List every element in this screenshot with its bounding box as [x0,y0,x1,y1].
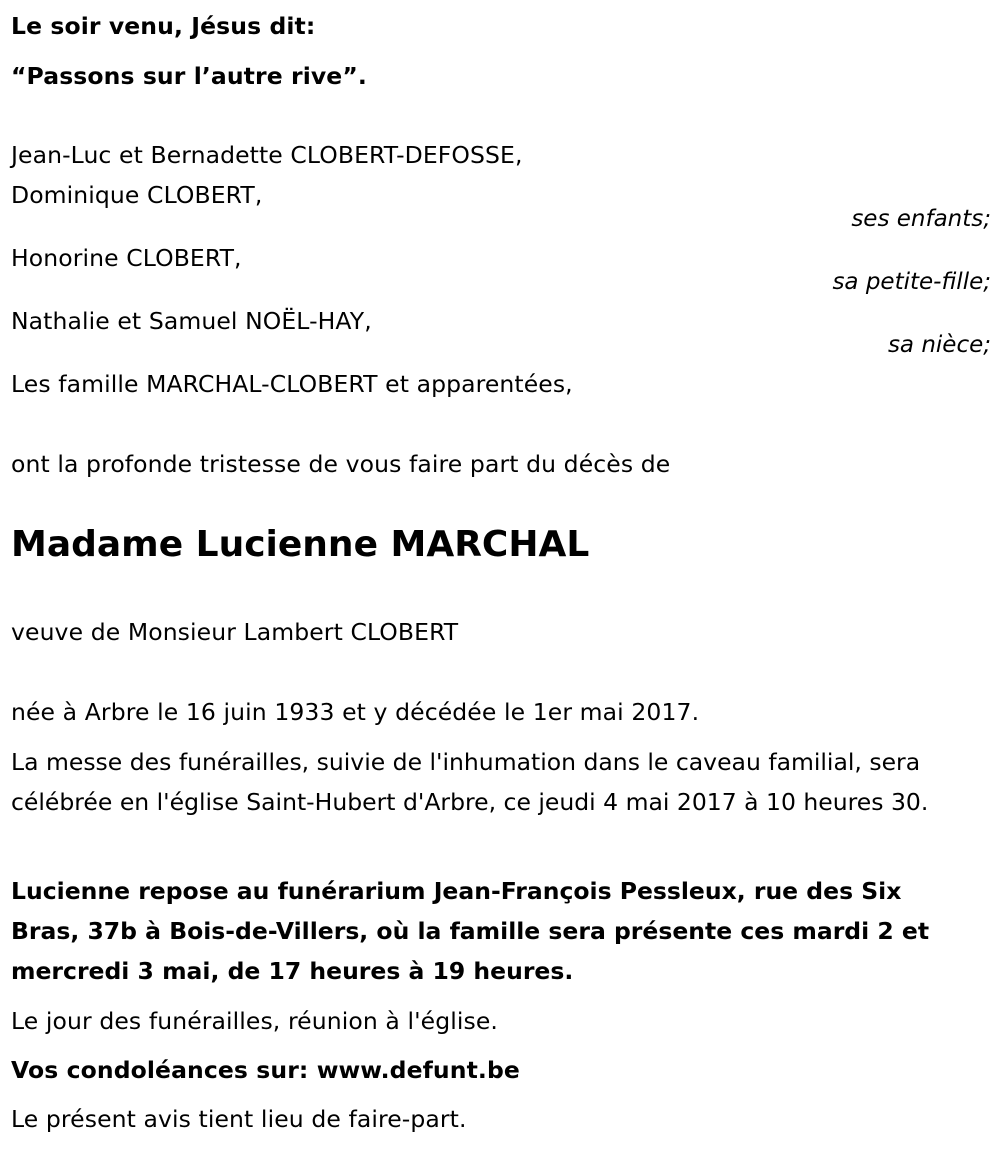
birth-death-line: née à Arbre le 16 juin 1933 et y décédée le 1er mai 2017. [11,698,700,726]
condolences-line: Vos condoléances sur: www.defunt.be [11,1056,520,1084]
granddaughter-line: Honorine CLOBERT, [11,244,242,272]
funeral-paragraph: La messe des funérailles, suivie de l'inhumation dans le caveau familial, sera célébrée en l'église Saint-Hubert d'Arbre, ce jeudi 4 mai 2017 à 10 heures 30. [11,748,929,816]
meeting-line: Le jour des funérailles, réunion à l'église. [11,1007,498,1035]
notice-line: Le présent avis tient lieu de faire-part. [11,1105,467,1133]
widow-of-line: veuve de Monsieur Lambert CLOBERT [11,618,459,646]
children-role: ses enfants; [851,206,991,232]
niece-line: Nathalie et Samuel NOËL-HAY, [11,307,372,335]
children-line-1: Jean-Luc et Bernadette CLOBERT-DEFOSSE, [11,141,523,169]
funerarium-paragraph: Lucienne repose au funérarium Jean-François Pessleux, rue des Six Bras, 37b à Bois-de-Villers, où la famille sera présente ces mardi 2 et mercredi 3 mai, de 17 heures à 19 heures. [11,877,930,985]
verse-line-1: Le soir venu, Jésus dit: [11,12,316,40]
verse-line-2: “Passons sur l’autre rive”. [11,62,367,90]
children-line-2: Dominique CLOBERT, [11,181,263,209]
niece-role: sa nièce; [887,332,991,358]
granddaughter-role: sa petite-fille; [832,269,991,295]
deceased-name: Madame Lucienne MARCHAL [11,524,590,565]
announcement-line: ont la profonde tristesse de vous faire part du décès de [11,450,671,478]
families-line: Les famille MARCHAL-CLOBERT et apparentées, [11,370,573,398]
